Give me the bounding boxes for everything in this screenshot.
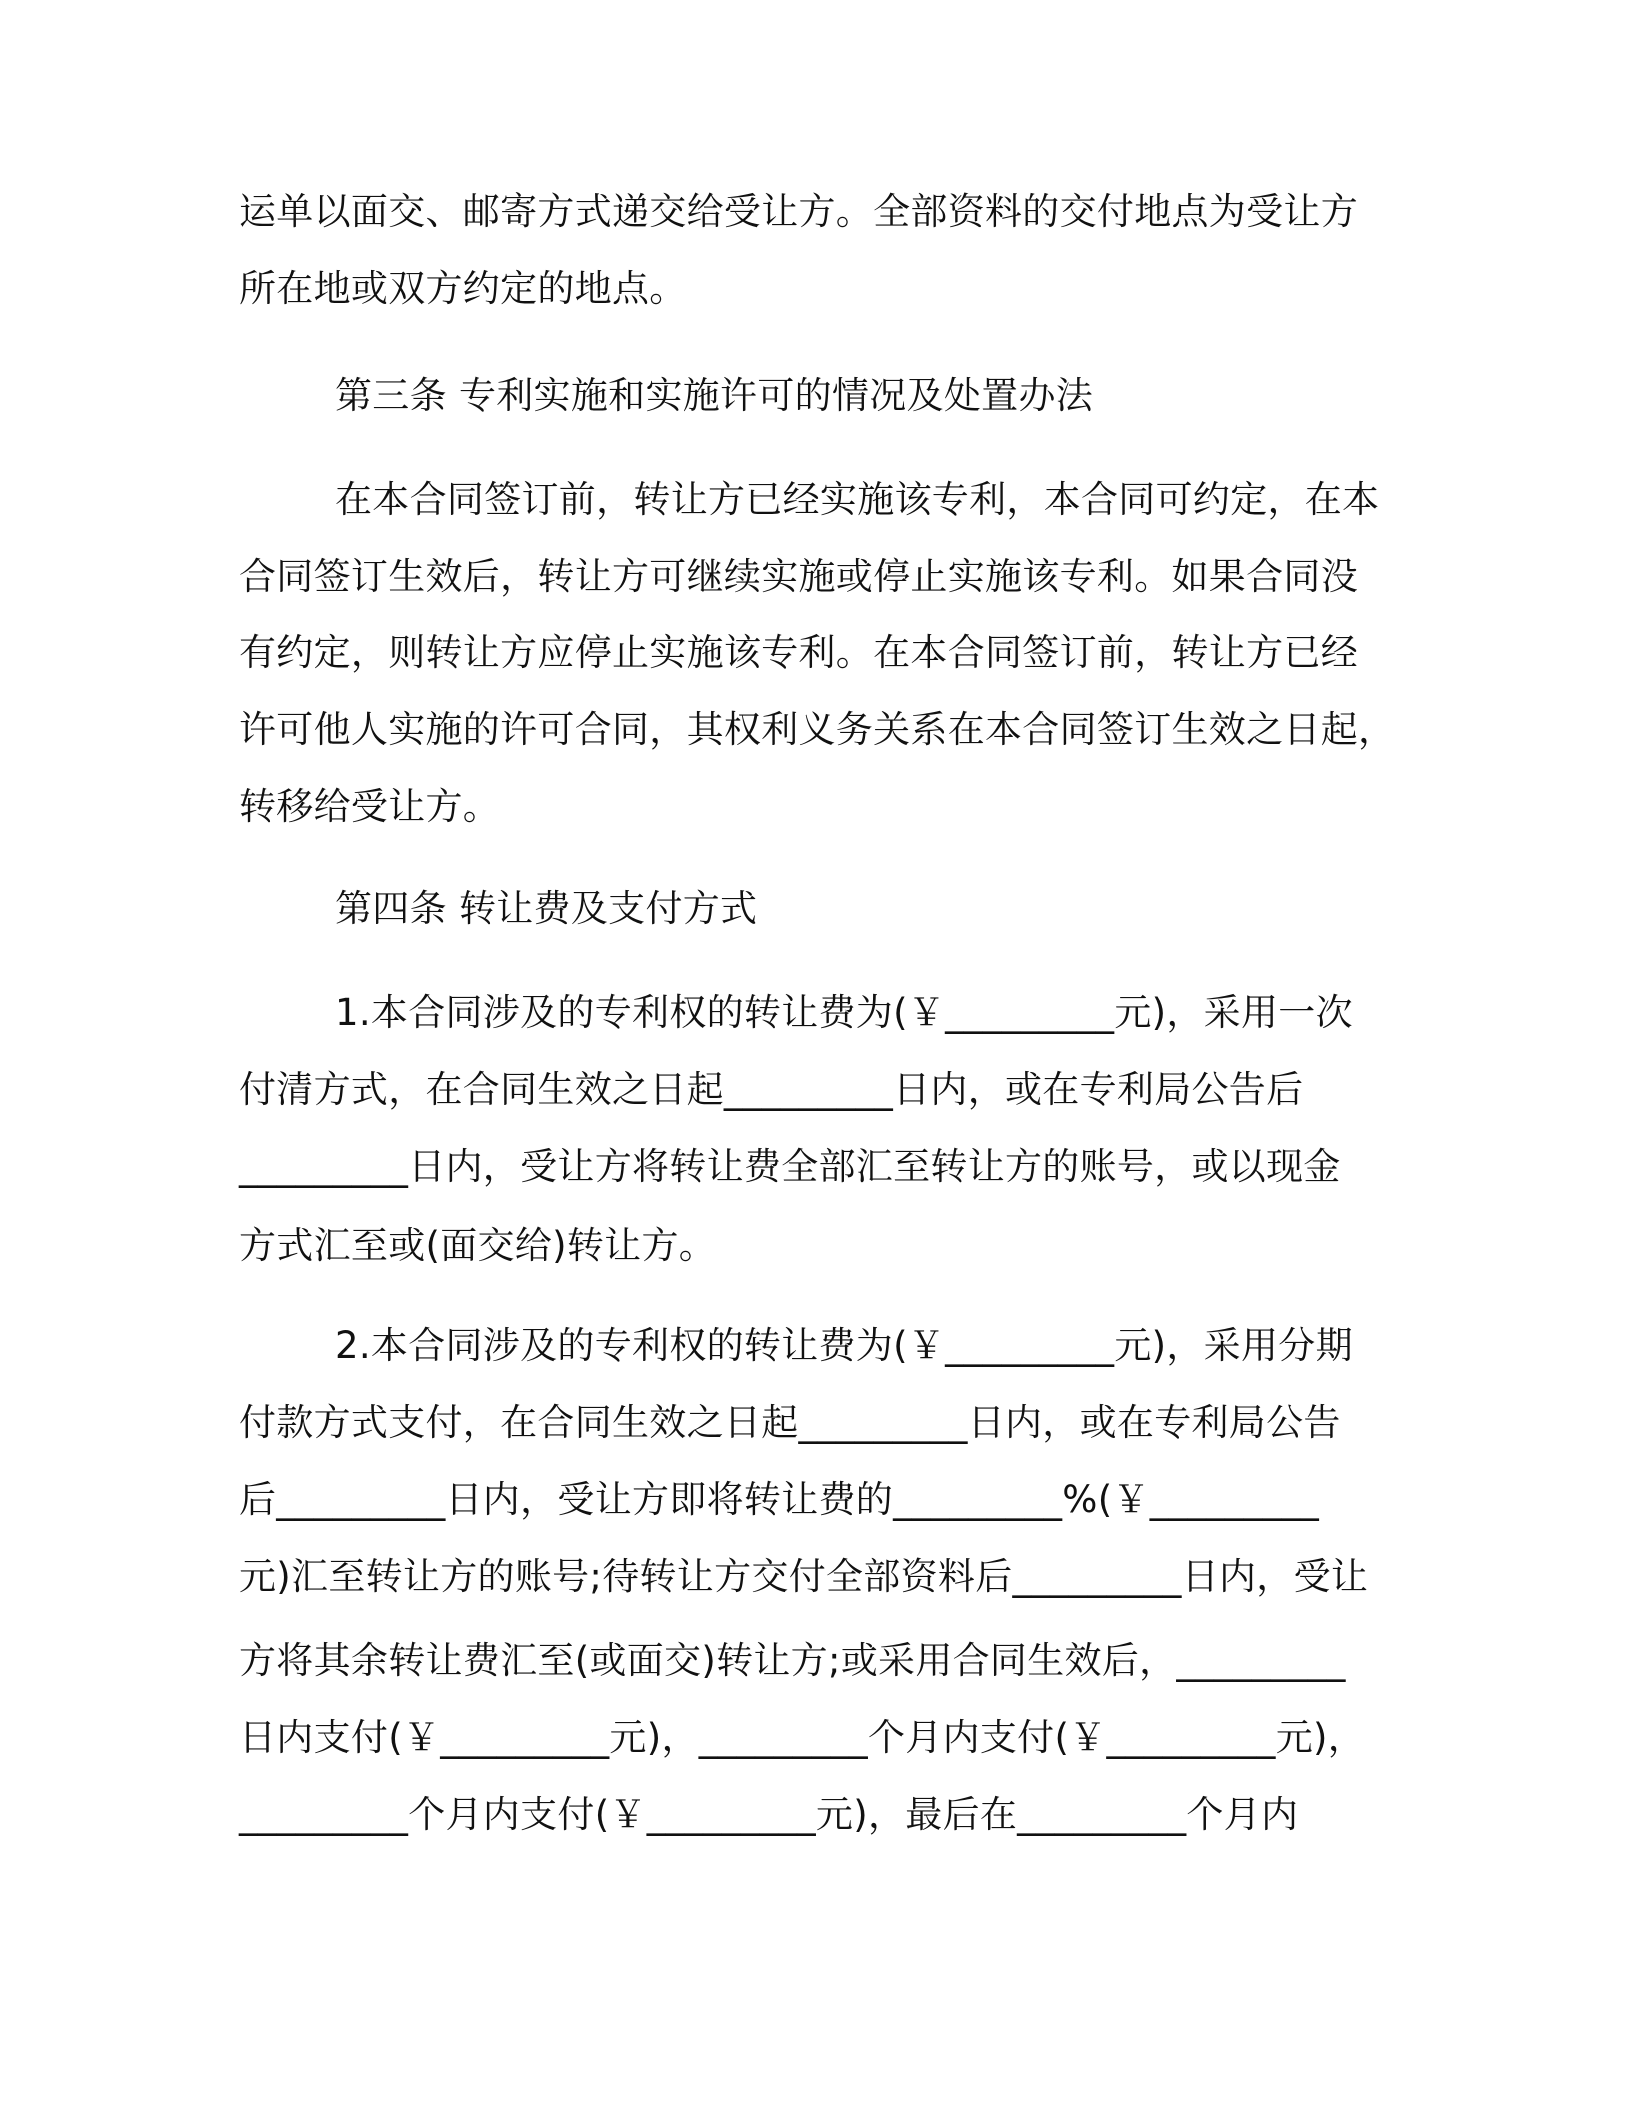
paragraph-line: 运单以面交、邮寄方式递交给受让方。全部资料的交付地点为受让方 <box>239 190 1358 233</box>
paragraph-line: 方将其余转让费汇至(或面交)转让方;或采用合同生效后，_________ <box>239 1639 1346 1682</box>
paragraph-line: 方式汇至或(面交给)转让方。 <box>239 1224 717 1267</box>
paragraph-line: 所在地或双方约定的地点。 <box>239 267 687 310</box>
paragraph-line: 许可他人实施的许可合同，其权利义务关系在本合同签订生效之日起， <box>239 708 1396 751</box>
paragraph-line: 付清方式，在合同生效之日起_________日内，或在专利局公告后 <box>239 1068 1304 1111</box>
paragraph-line: 元)汇至转让方的账号;待转让方交付全部资料后_________日内，受让 <box>239 1555 1369 1598</box>
paragraph-line: 1.本合同涉及的专利权的转让费为(￥_________元)，采用一次 <box>335 991 1353 1034</box>
paragraph-line: 转移给受让方。 <box>239 785 501 828</box>
paragraph-line: 合同签订生效后，转让方可继续实施或停止实施该专利。如果合同没 <box>239 555 1358 598</box>
paragraph-line: 有约定，则转让方应停止实施该专利。在本合同签订前，转让方已经 <box>239 631 1358 674</box>
section-heading-article-4: 第四条 转让费及支付方式 <box>335 887 758 930</box>
section-heading-article-3: 第三条 专利实施和实施许可的情况及处置办法 <box>335 374 1094 417</box>
paragraph-line: 后_________日内，受让方即将转让费的_________%(￥_________ <box>239 1478 1319 1521</box>
paragraph-line: 付款方式支付，在合同生效之日起_________日内，或在专利局公告 <box>239 1401 1341 1444</box>
paragraph-line: 日内支付(￥_________元)，_________个月内支付(￥_________元)， <box>239 1716 1366 1759</box>
paragraph-line: 在本合同签订前，转让方已经实施该专利，本合同可约定，在本 <box>335 478 1380 521</box>
paragraph-line: _________个月内支付(￥_________元)，最后在_________个月内 <box>239 1793 1299 1836</box>
paragraph-line: 2.本合同涉及的专利权的转让费为(￥_________元)，采用分期 <box>335 1324 1353 1367</box>
paragraph-line: _________日内，受让方将转让费全部汇至转让方的账号，或以现金 <box>239 1145 1341 1188</box>
